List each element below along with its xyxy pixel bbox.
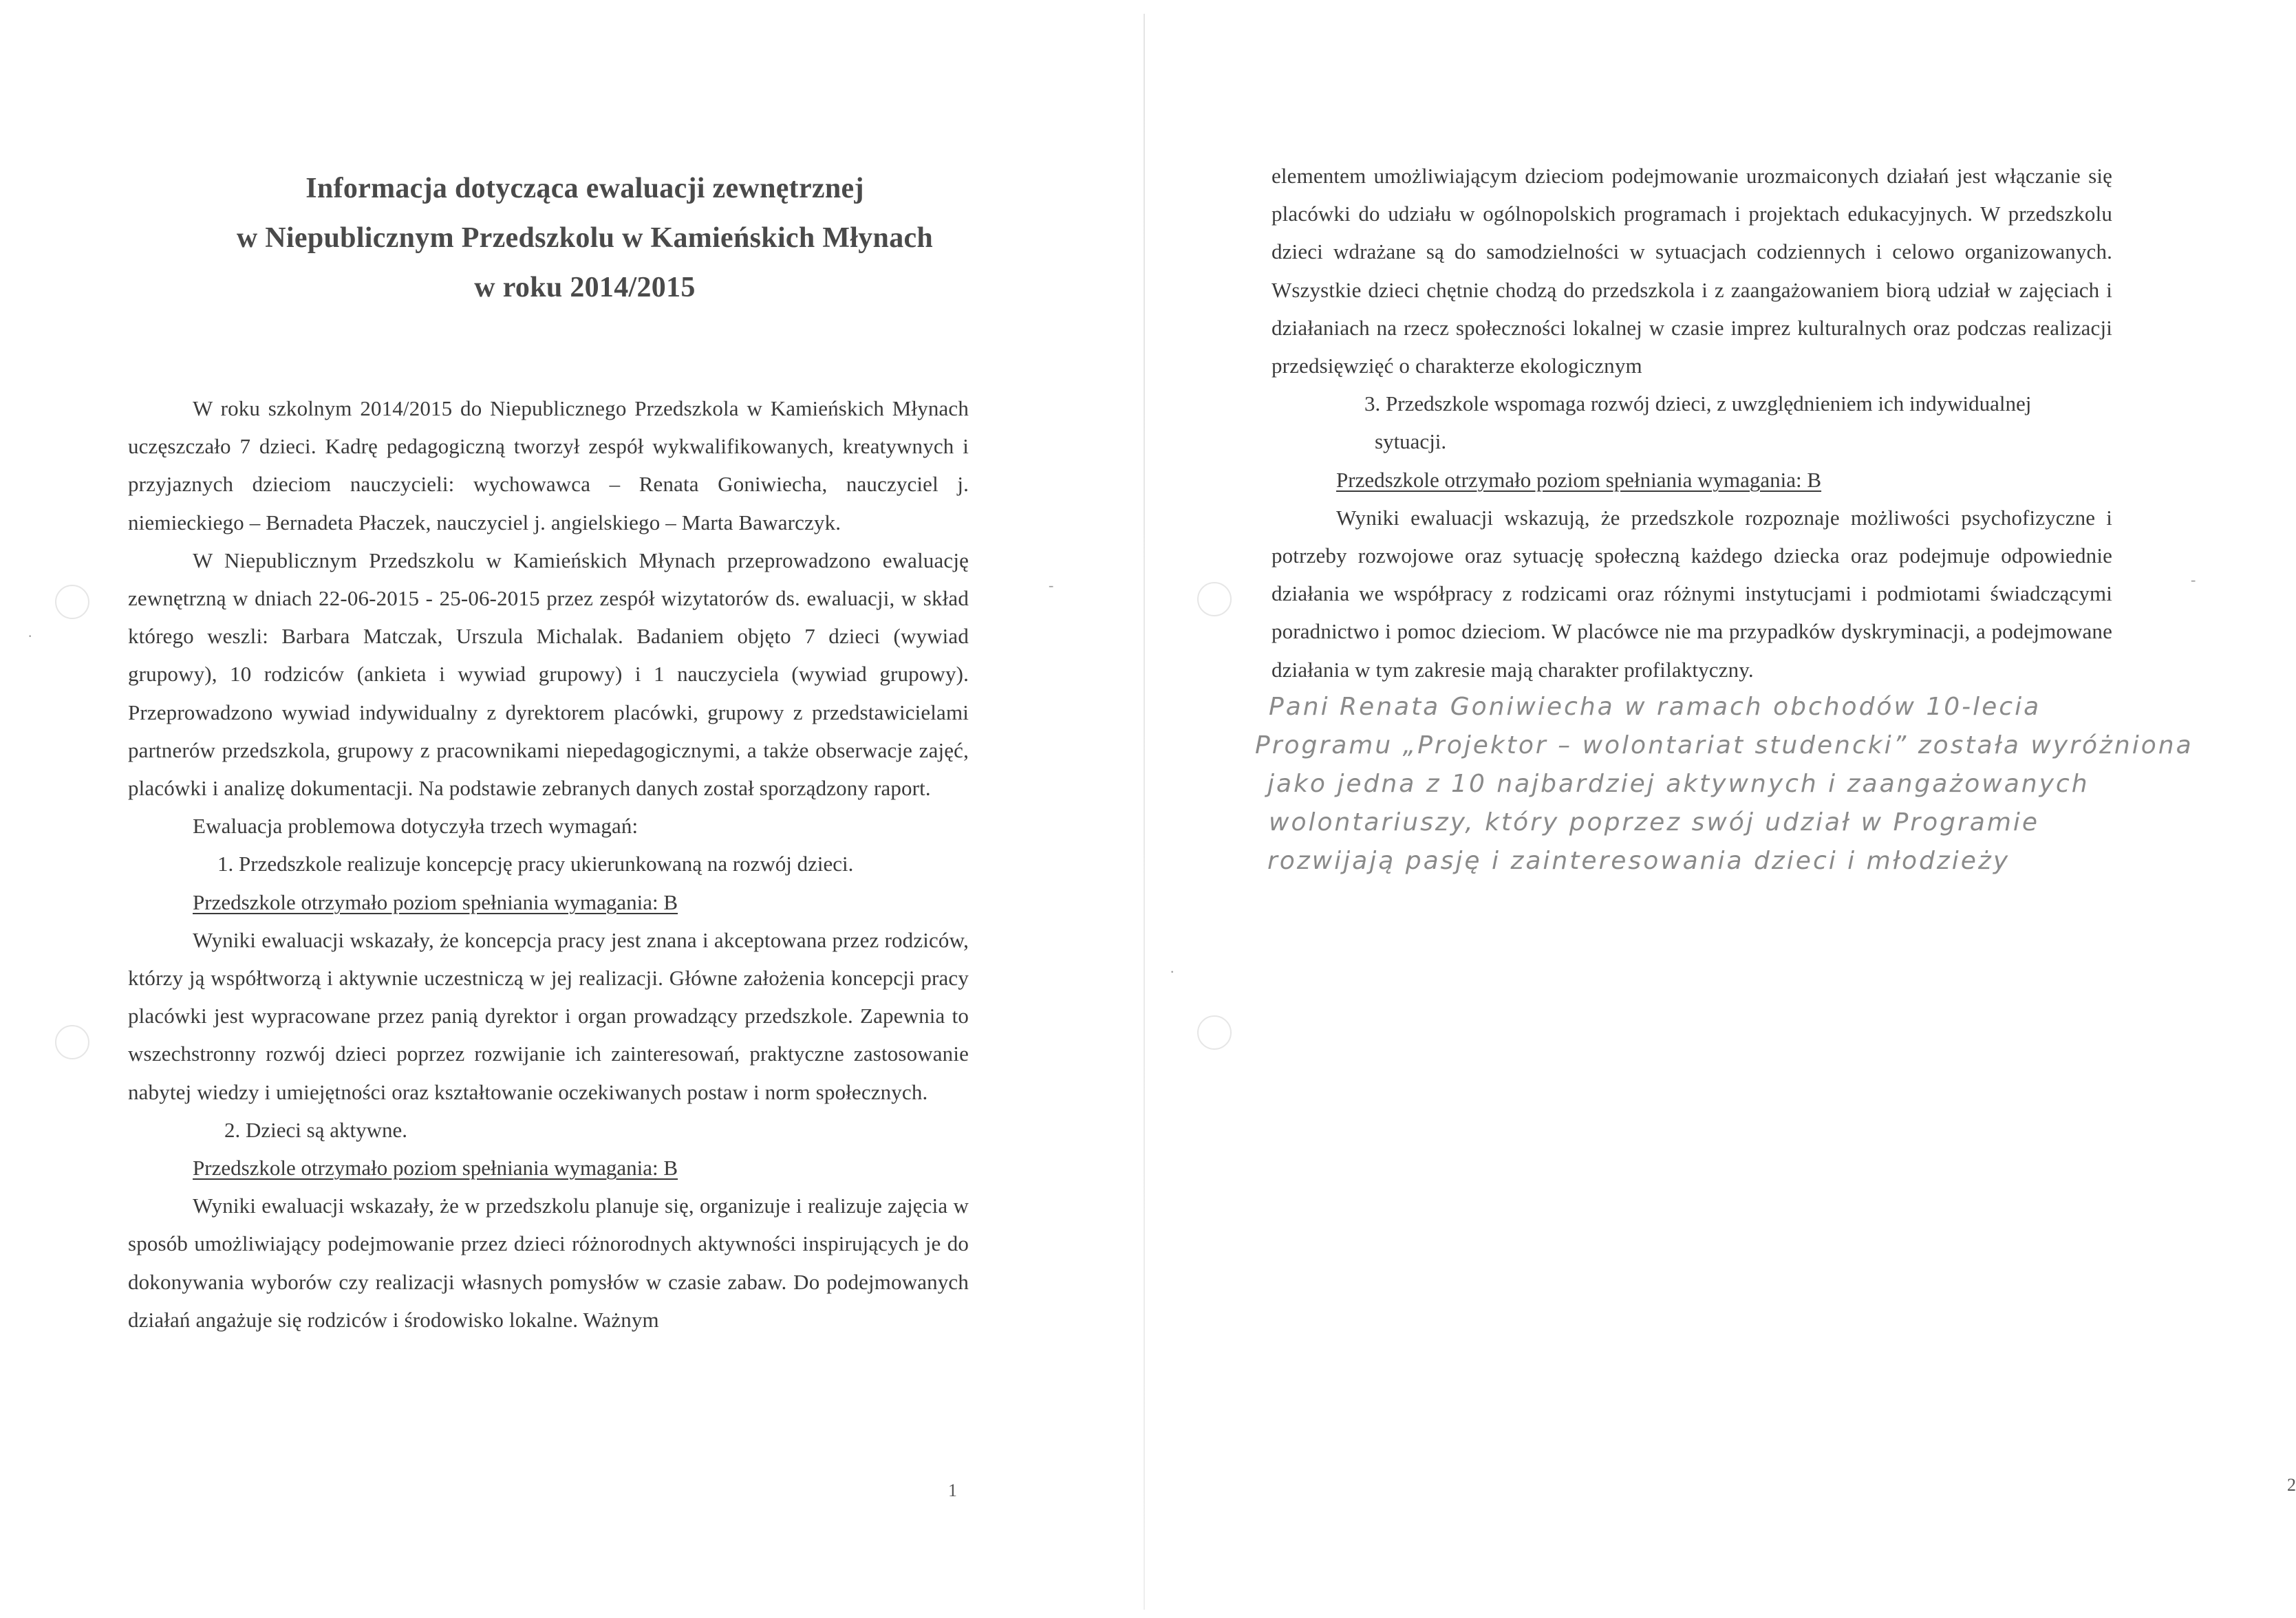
paragraph-evaluation-info: W Niepublicznym Przedszkolu w Kamieńskich Młynach przeprowadzono ewaluację zewnętrzną w dniach 22-06-2015 - 25-06-2015 przez zespół wizytatorów ds. ewaluacji, w skład którego weszli: Barbara Matczak, Urszula Michalak. Badaniem objęto 7 dzieci (wywiad grupowy), 10 rodziców (ankieta i wywiad grupowy) i 1 nauczyciela (wywiad grupowy). Przeprowadzono wywiad indywidualny z dyrektorem placówki, grupowy z przedstawicielami partnerów przedszkola, grupowy z pracownikami niepedagogicznymi, a także obserwacje zajęć, placówki i analizę dokumentacji. Na podstawie zebranych danych został sporządzony raport. xyxy=(128,548,969,801)
handwritten-line: rozwijają pasję i zainteresowania dzieci i młodzieży xyxy=(1267,847,2010,875)
handwritten-line: wolontariuszy, który poprzez swój udział w Programie xyxy=(1269,808,2040,837)
paragraph-intro: W roku szkolnym 2014/2015 do Niepublicznego Przedszkola w Kamieńskich Młynach uczęszczało 7 dzieci. Kadrę pedagogiczną tworzył zespół wykwalifikowanych, kreatywnych i przyjaznych dzieciom nauczycieli: wychowawca – Renata Goniwiecha, nauczyciel j. niemieckiego – Bernadeta Płaczek, nauczyciel j. angielskiego – Marta Bawarczyk. xyxy=(128,396,969,535)
requirement-1: 1. Przedszkole realizuje koncepcję pracy ukierunkowaną na rozwój dzieci. xyxy=(217,852,854,876)
scan-speck: - xyxy=(2191,571,2196,588)
rating-1: Przedszkole otrzymało poziom spełniania wymagania: B xyxy=(193,889,678,914)
page-2-body xyxy=(1272,157,2112,689)
requirement-3-continuation: sytuacji. xyxy=(1375,429,1447,454)
punch-hole-mark xyxy=(1197,1015,1232,1050)
scan-speck: · xyxy=(1170,963,1175,980)
page-number-2: 2 xyxy=(2287,1475,2296,1495)
rating-2: Przedszkole otrzymało poziom spełniania wymagania: B xyxy=(193,1156,678,1180)
title-line-1: Informacja dotycząca ewaluacji zewnętrznej xyxy=(305,173,864,204)
title-line-2: w Niepublicznym Przedszkolu w Kamieńskich Młynach xyxy=(236,222,934,254)
title-line-3: w roku 2014/2015 xyxy=(474,272,696,303)
paragraph-results-3: Wyniki ewaluacji wskazują, że przedszkole rozpoznaje możliwości psychofizyczne i potrzeby rozwojowe oraz sytuację społeczną każdego dziecka oraz podejmuje odpowiednie działania we współpracy z rodzicami oraz różnymi instytucjami i podmiotami świadczącymi poradnictwo i pomoc dzieciom. W placówce nie ma przypadków dyskryminacji, a podejmowane działania w tym zakresie mają charakter profilaktyczny. xyxy=(1272,505,2112,682)
handwritten-line: Programu „Projektor – wolontariat studencki” została wyróżniona xyxy=(1255,731,2193,759)
punch-hole-mark xyxy=(55,585,89,619)
paragraph-results-2: Wyniki ewaluacji wskazały, że w przedszkolu planuje się, organizuje i realizuje zajęcia w sposób umożliwiający podejmowanie przez dzieci różnorodnych aktywności inspirujących je do dokonywania wyborów czy realizacji własnych pomysłów w czasie zabaw. Do podejmowanych działań angażuje się rodziców i środowisko lokalne. Ważnym xyxy=(128,1194,969,1332)
paragraph-results-1: Wyniki ewaluacji wskazały, że koncepcja pracy jest znana i akceptowana przez rodziców, którzy ją współtworzą i aktywnie uczestniczą w jej realizacji. Główne założenia koncepcji pracy placówki jest wypracowane przez panią dyrektor i organ prowadzący przedszkole. Zapewnia to wszechstronny rozwój dzieci poprzez rozwijanie ich zainteresowań, praktyczne zastosowanie nabytej wiedzy i umiejętności oraz kształtowanie oczekiwanych postaw i norm społecznych. xyxy=(128,927,969,1104)
rating-3: Przedszkole otrzymało poziom spełniania wymagania: B xyxy=(1336,467,1822,492)
scan-speck: - xyxy=(1049,576,1054,594)
page-1 xyxy=(0,0,1145,1618)
scan-speck: · xyxy=(28,627,33,645)
requirement-2: 2. Dzieci są aktywne. xyxy=(224,1117,407,1142)
paragraph-continuation: elementem umożliwiającym dzieciom podejmowanie urozmaiconych działań jest włączanie się placówki do udziału w ogólnopolskich programach i projektach edukacyjnych. W przedszkolu dzieci wdrażane są do samodzielności w sytuacjach codziennych i celowo organizowanych. Wszystkie dzieci chętnie chodzą do przedszkola i z zaangażowaniem biorą udział w zajęciach i działaniach na rzecz społeczności lokalnej w czasie imprez kulturalnych oraz podczas realizacji przedsięwzięć o charakterze ekologicznym xyxy=(1272,164,2112,378)
page-2 xyxy=(1145,0,2296,1618)
punch-hole-mark xyxy=(55,1025,89,1059)
page-1-body xyxy=(128,389,969,1339)
page-number-1: 1 xyxy=(948,1480,957,1500)
handwritten-line: jako jedna z 10 najbardziej aktywnych i zaangażowanych xyxy=(1267,770,2090,798)
document-title xyxy=(172,164,998,312)
paragraph-requirements-intro: Ewaluacja problemowa dotyczyła trzech wymagań: xyxy=(193,814,639,839)
punch-hole-mark xyxy=(1197,582,1232,616)
handwritten-note xyxy=(1255,688,2193,881)
requirement-3: 3. Przedszkole wspomaga rozwój dzieci, z uwzględnieniem ich indywidualnej xyxy=(1364,391,2032,416)
handwritten-line: Pani Renata Goniwiecha w ramach obchodów 10-lecia xyxy=(1269,693,2041,721)
